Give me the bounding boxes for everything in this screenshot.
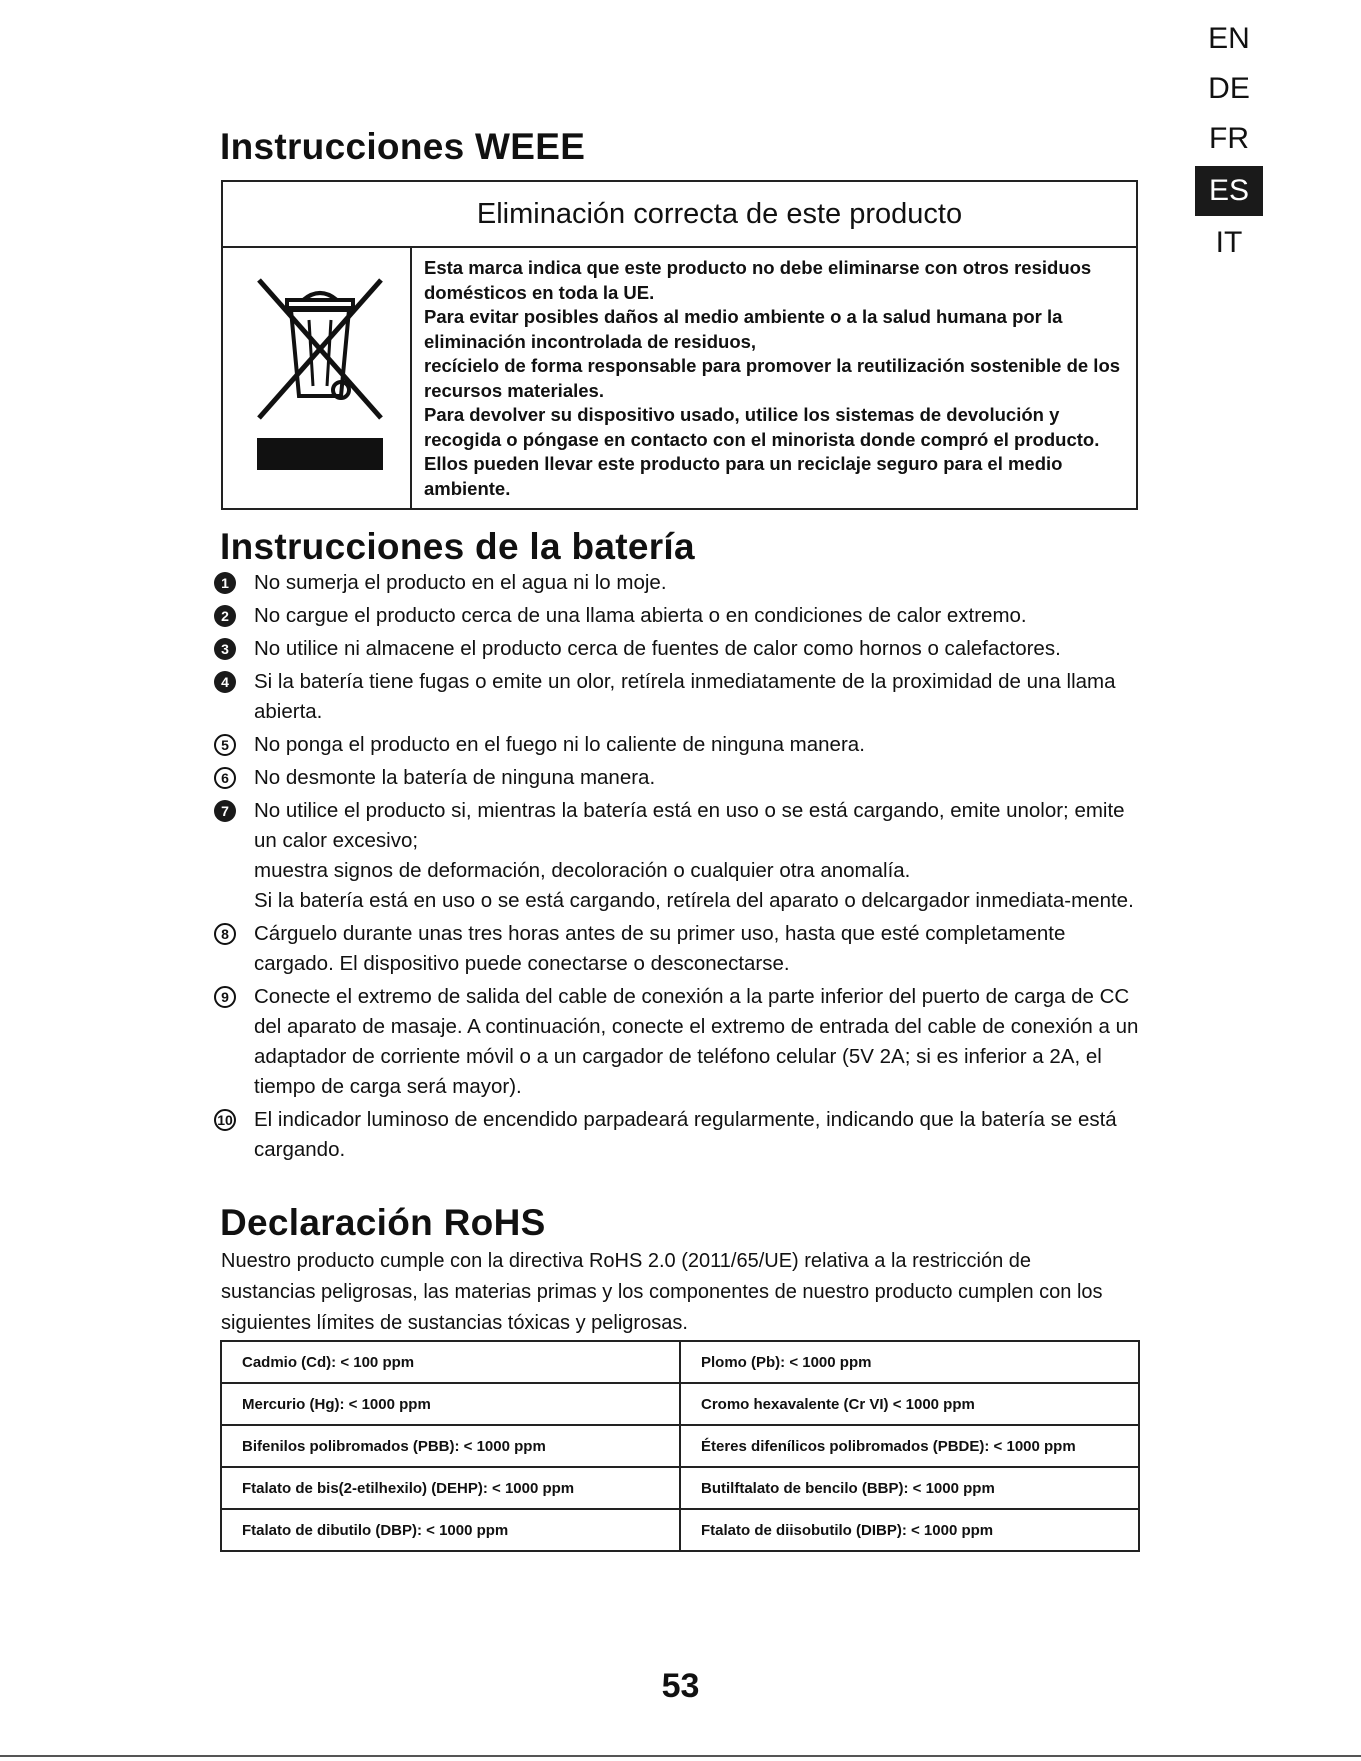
page-number: 53 — [661, 1667, 700, 1705]
list-item — [214, 796, 1144, 916]
battery-instructions-list — [214, 568, 1144, 1168]
table-row — [221, 1467, 1139, 1509]
table-cell: Ftalato de diisobutilo (DIBP): < 1000 ppm — [680, 1509, 1139, 1551]
table-cell: Bifenilos polibromados (PBB): < 1000 ppm — [221, 1425, 680, 1467]
list-item — [214, 919, 1144, 979]
weee-black-bar — [257, 438, 383, 470]
footer-divider — [0, 1755, 1361, 1757]
crossed-out-wheelie-bin-icon — [245, 268, 395, 428]
weee-paragraph: Para devolver su dispositivo usado, utilice los sistemas de devolución y recogida o póngase en contacto con el minorista donde compró el producto. — [424, 404, 1100, 450]
item-text: No utilice el producto si, mientras la batería está en uso o se está cargando, emite unolor; emite un calor excesivo; — [254, 799, 1125, 852]
item-number-badge: 1 — [214, 572, 236, 594]
table-cell: Ftalato de dibutilo (DBP): < 1000 ppm — [221, 1509, 680, 1551]
item-text: No utilice ni almacene el producto cerca de fuentes de calor como hornos o calefactores. — [254, 637, 1061, 660]
table-row — [221, 1341, 1139, 1383]
battery-section-title: Instrucciones de la batería — [220, 526, 695, 567]
item-number-badge: 9 — [214, 986, 236, 1008]
item-number-badge: 4 — [214, 671, 236, 693]
item-text: Conecte el extremo de salida del cable de conexión a la parte inferior del puerto de carga de CC del aparato de masaje. A continuación, conecte el extremo de entrada del cable de conexión a un adaptador de corriente móvil o a un cargador de teléfono celular (5V 2A; si es inferior a 2A, el tiempo de carga será mayor). — [254, 985, 1139, 1098]
table-cell: Cadmio (Cd): < 100 ppm — [221, 1341, 680, 1383]
weee-section-title: Instrucciones WEEE — [220, 126, 586, 167]
item-text: No ponga el producto en el fuego ni lo caliente de ninguna manera. — [254, 733, 865, 756]
table-cell: Mercurio (Hg): < 1000 ppm — [221, 1383, 680, 1425]
weee-box-header: Eliminación correcta de este producto — [223, 182, 1136, 248]
rohs-limits-table — [220, 1340, 1140, 1552]
language-tabs — [1195, 14, 1263, 268]
item-number-badge: 6 — [214, 767, 236, 789]
table-row — [221, 1425, 1139, 1467]
lang-tab-en[interactable]: EN — [1208, 22, 1250, 55]
list-item — [214, 601, 1144, 631]
item-text: El indicador luminoso de encendido parpadeará regularmente, indicando que la batería se está cargando. — [254, 1108, 1117, 1161]
item-number-badge: 7 — [214, 800, 236, 822]
weee-paragraph: Ellos pueden llevar este producto para un reciclaje seguro para el medio ambiente. — [424, 453, 1063, 499]
weee-icon-cell — [223, 248, 412, 508]
lang-tab-de[interactable]: DE — [1208, 72, 1250, 105]
table-row — [221, 1509, 1139, 1551]
table-cell: Ftalato de bis(2-etilhexilo) (DEHP): < 1000 ppm — [221, 1467, 680, 1509]
table-cell: Cromo hexavalente (Cr VI) < 1000 ppm — [680, 1383, 1139, 1425]
table-cell: Éteres difenílicos polibromados (PBDE): < 1000 ppm — [680, 1425, 1139, 1467]
item-text: Si la batería está en uso o se está cargando, retírela del aparato o delcargador inmediata-mente. — [254, 889, 1134, 912]
item-number-badge: 2 — [214, 605, 236, 627]
item-number-badge: 10 — [214, 1109, 236, 1131]
weee-paragraph: Esta marca indica que este producto no debe eliminarse con otros residuos domésticos en toda la UE. — [424, 257, 1092, 303]
weee-box-body — [223, 248, 1136, 508]
list-item — [214, 634, 1144, 664]
item-text: Si la batería tiene fugas o emite un olor, retírela inmediatamente de la proximidad de una llama abierta. — [254, 670, 1116, 723]
item-number-badge: 5 — [214, 734, 236, 756]
lang-tab-it[interactable]: IT — [1215, 226, 1243, 259]
item-text: muestra signos de deformación, decoloración o cualquier otra anomalía. — [254, 859, 911, 882]
rohs-intro: Nuestro producto cumple con la directiva RoHS 2.0 (2011/65/UE) relativa a la restricción de sustancias peligrosas, las materias primas y los componentes de nuestro producto cumplen con los siguientes límites de sustancias tóxicas y peligrosas. — [221, 1250, 1103, 1334]
item-text: No cargue el producto cerca de una llama abierta o en condiciones de calor extremo. — [254, 604, 1027, 627]
weee-paragraph: recícielo de forma responsable para promover la reutilización sostenible de los recursos materiales. — [424, 355, 1121, 401]
lang-tab-fr[interactable]: FR — [1209, 122, 1249, 155]
item-number-badge: 8 — [214, 923, 236, 945]
table-cell: Plomo (Pb): < 1000 ppm — [680, 1341, 1139, 1383]
rohs-section-title: Declaración RoHS — [220, 1202, 546, 1243]
list-item — [214, 982, 1144, 1102]
weee-text — [412, 248, 1136, 508]
weee-box — [221, 180, 1138, 510]
item-text: No sumerja el producto en el agua ni lo moje. — [254, 571, 667, 594]
table-cell: Butilftalato de bencilo (BBP): < 1000 ppm — [680, 1467, 1139, 1509]
list-item — [214, 763, 1144, 793]
item-number-badge: 3 — [214, 638, 236, 660]
list-item — [214, 568, 1144, 598]
item-text: No desmonte la batería de ninguna manera. — [254, 766, 656, 789]
table-row — [221, 1383, 1139, 1425]
item-text: Cárguelo durante unas tres horas antes de su primer uso, hasta que esté completamente cargado. El dispositivo puede conectarse o desconectarse. — [254, 922, 1066, 975]
list-item — [214, 1105, 1144, 1165]
weee-paragraph: Para evitar posibles daños al medio ambiente o a la salud humana por la eliminación incontrolada de residuos, — [424, 306, 1063, 352]
list-item — [214, 667, 1144, 727]
list-item — [214, 730, 1144, 760]
lang-tab-es[interactable]: ES — [1195, 166, 1263, 216]
